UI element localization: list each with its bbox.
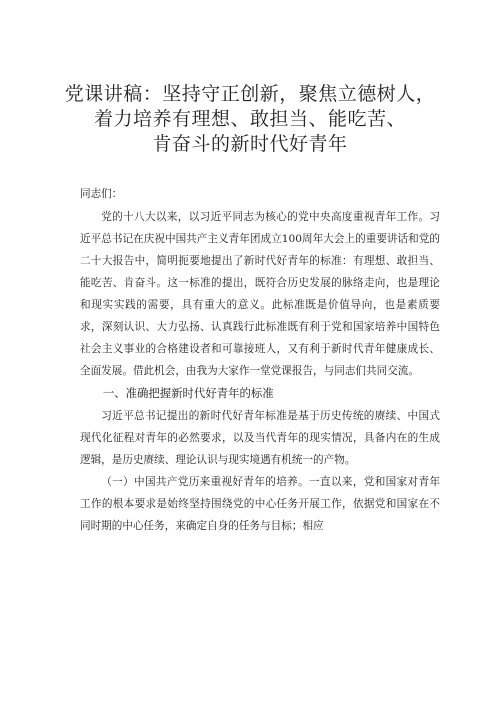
greeting: 同志们： [80,188,123,200]
section-paragraph-2: （一）中国共产党历来重视好青年的培养。一直以来，党和国家对青年工作的根本要求是始终坚持围绕党的中心任务开展工作，依据党和国家在不同时期的中心任务，来确定自身的任务与目标；相应 [80,476,440,532]
intro-paragraph: 党的十八大以来，以习近平同志为核心的党中央高度重视青年工作。习近平总书记在庆祝中国共产主义青年团成立100周年大会上的重要讲话和党的二十大报告中，简明扼要地提出了新时代好青年的标准：有理想、敢担当、能吃苦、肯奋斗。这一标准的提出，既符合历史发展的脉络走向，也是理论和现实实践的需要，具有重大的意义。此标准既是价值导向，也是素质要求，深刻认识、大力弘扬、认真践行此标准既有利于党和国家培养中国特色社会主义事业的合格建设者和可靠接班人，又有利于新时代青年健康成长、全面发展。借此机会，由我为大家作一堂党课报告，与同志们共同交流。 [80,211,440,377]
document-body [80,183,440,537]
section-heading: 一、准确把握新时代好青年的标准 [102,386,274,400]
document-title [60,82,440,157]
title-line-1: 党课讲稿：坚持守正创新，聚焦立德树人， [64,83,436,105]
section-paragraph-1: 习近平总书记提出的新时代好青年标准是基于历史传统的赓续、中国式现代化征程对青年的必然要求，以及当代青年的现实情况，具备内在的生成逻辑，是历史赓续、理论认识与现实境遇有机统一的产物。 [80,410,440,466]
title-line-3: 肯奋斗的新时代好青年 [152,133,348,155]
title-line-2: 着力培养有理想、敢担当、能吃苦、 [93,108,406,130]
